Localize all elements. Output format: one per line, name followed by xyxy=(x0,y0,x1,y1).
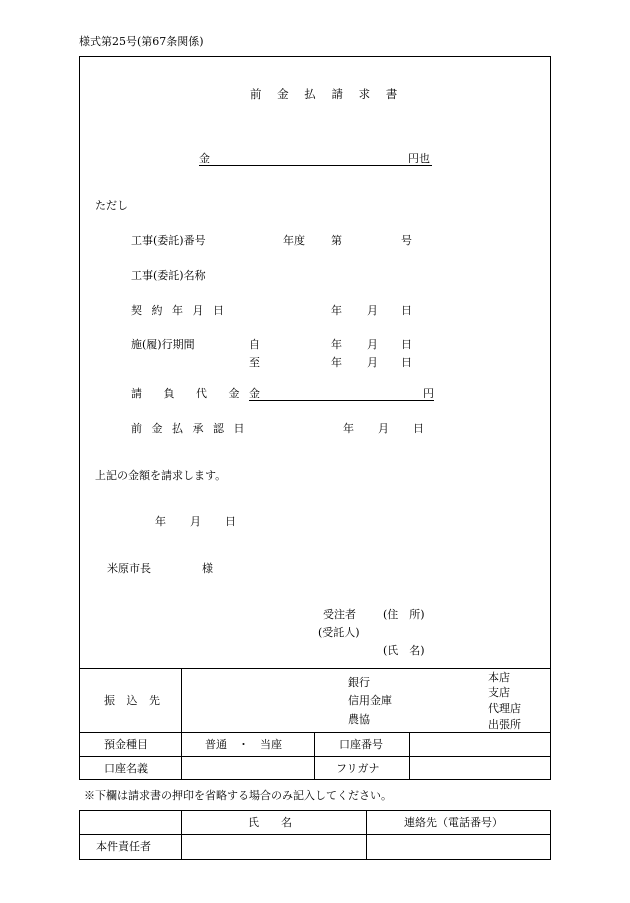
bank-type-shinkin: 信用金庫 xyxy=(348,694,392,707)
amount-suffix: 円也 xyxy=(408,152,430,165)
contractor-label: 受注者 xyxy=(323,608,356,621)
approval-year: 年 xyxy=(343,422,354,435)
form-frame xyxy=(79,56,551,669)
request-date-month: 月 xyxy=(190,515,201,528)
bank-table xyxy=(79,668,551,780)
responsible-person-label: 本件責任者 xyxy=(96,840,151,853)
work-number-label: 工事(委託)番号 xyxy=(131,234,206,247)
addressee-honorific: 様 xyxy=(202,562,213,575)
work-number-go: 号 xyxy=(401,234,412,247)
contract-price-underline xyxy=(249,400,434,401)
period-from-month: 月 xyxy=(367,338,378,351)
bank-table-divider-2 xyxy=(79,756,551,757)
document-title: 前 金 払 請 求 書 xyxy=(250,87,404,101)
contract-date-year: 年 xyxy=(331,304,342,317)
branch-type-shiten: 支店 xyxy=(488,686,510,699)
contract-price-prefix: 金 xyxy=(249,387,260,400)
period-from-day: 日 xyxy=(401,338,412,351)
form-number: 様式第25号(第67条関係) xyxy=(79,35,204,48)
work-number-nendo: 年度 xyxy=(283,234,305,247)
work-number-dai: 第 xyxy=(331,234,342,247)
responsible-table-divider xyxy=(79,834,551,835)
bank-table-divider-1 xyxy=(79,732,551,733)
bank-type-nokyo: 農協 xyxy=(348,713,370,726)
work-name-label: 工事(委託)名称 xyxy=(131,269,206,282)
contractor-name: (氏 名) xyxy=(383,644,425,657)
period-to-day: 日 xyxy=(401,356,412,369)
deposit-type-value: 普通 ・ 当座 xyxy=(205,738,282,751)
bank-table-col-2 xyxy=(314,732,315,780)
period-from: 自 xyxy=(249,338,260,351)
amount-prefix: 金 xyxy=(199,152,210,165)
request-date-day: 日 xyxy=(225,515,236,528)
contract-date-day: 日 xyxy=(401,304,412,317)
furigana-label: フリガナ xyxy=(336,762,380,775)
contract-price-label: 請 負 代 金 xyxy=(131,387,249,400)
contact-header: 連絡先（電話番号） xyxy=(404,816,503,829)
name-header: 氏 名 xyxy=(248,816,292,829)
omit-seal-note: ※下欄は請求書の押印を省略する場合のみ記入してください。 xyxy=(84,789,392,802)
transfer-label: 振 込 先 xyxy=(104,694,164,707)
contractor-address: (住 所) xyxy=(383,608,425,621)
contract-date-month: 月 xyxy=(367,304,378,317)
responsible-table-col-2 xyxy=(366,810,367,860)
responsible-table-col-1 xyxy=(181,810,182,860)
tadashi-label: ただし xyxy=(95,199,128,212)
period-to-year: 年 xyxy=(331,356,342,369)
branch-type-shuchojo: 出張所 xyxy=(488,718,521,731)
bank-type-bank: 銀行 xyxy=(348,676,370,689)
account-name-label: 口座名義 xyxy=(104,762,148,775)
bank-table-col-1 xyxy=(181,668,182,780)
branch-type-dairiten: 代理店 xyxy=(488,702,521,715)
bank-table-col-3 xyxy=(409,732,410,780)
period-from-year: 年 xyxy=(331,338,342,351)
approval-day: 日 xyxy=(413,422,424,435)
contract-price-suffix: 円 xyxy=(423,387,434,400)
contractor-label-2: (受託人) xyxy=(318,626,360,639)
construction-period-label: 施(履)行期間 xyxy=(131,338,195,351)
period-to-month: 月 xyxy=(367,356,378,369)
contract-date-label: 契 約 年 月 日 xyxy=(131,304,227,317)
amount-underline xyxy=(199,165,432,166)
advance-approval-label: 前 金 払 承 認 日 xyxy=(131,422,248,435)
branch-type-honten: 本店 xyxy=(488,671,510,684)
addressee-name: 米原市長 xyxy=(107,562,151,575)
deposit-type-label: 預金種目 xyxy=(104,738,148,751)
request-statement: 上記の金額を請求します。 xyxy=(95,469,227,482)
request-date-year: 年 xyxy=(155,515,166,528)
approval-month: 月 xyxy=(378,422,389,435)
account-number-label: 口座番号 xyxy=(339,738,383,751)
period-to: 至 xyxy=(249,356,260,369)
